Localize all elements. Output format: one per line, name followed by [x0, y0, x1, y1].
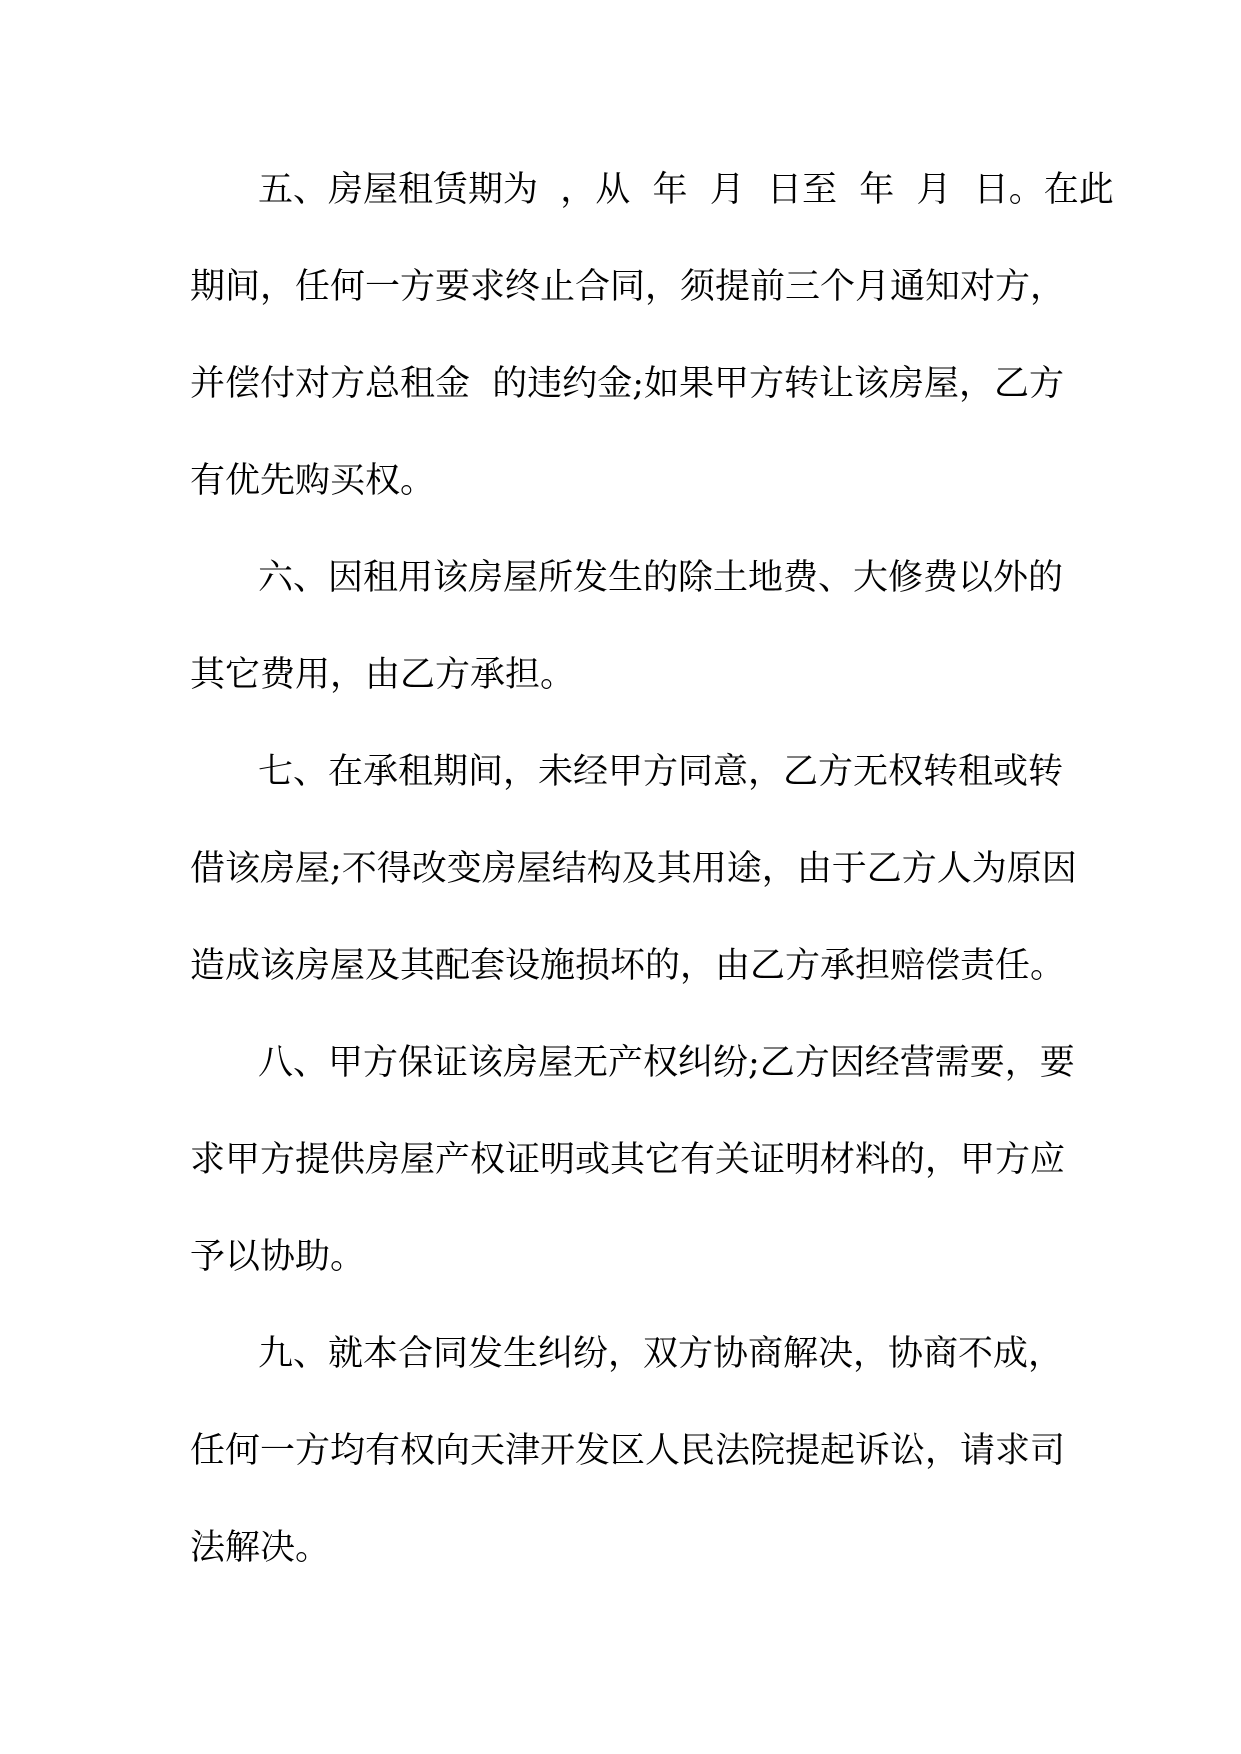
- paragraph-5-line-2: 期间，任何一方要求终止合同，须提前三个月通知对方，: [190, 267, 1066, 307]
- paragraph-8-line-3: 予以协助。: [190, 1237, 366, 1277]
- paragraph-9-line-3: 法解决。: [190, 1528, 331, 1568]
- paragraph-9-line-1: 九、就本合同发生纠纷，双方协商解决，协商不成，: [258, 1334, 1064, 1374]
- paragraph-5-line-4: 有优先购买权。: [190, 461, 436, 501]
- paragraph-7-line-2: 借该房屋;不得改变房屋结构及其用途，由于乙方人为原因: [190, 849, 1077, 889]
- document-body: [190, 168, 1114, 1623]
- paragraph-5-line-1: 五、房屋租赁期为 ，从 年 月 日至 年 月 日。在此: [258, 170, 1114, 210]
- paragraph-6-line-2: 其它费用，由乙方承担。: [190, 655, 576, 695]
- paragraph-7-line-1: 七、在承租期间，未经甲方同意，乙方无权转租或转: [258, 752, 1064, 792]
- paragraph-7-line-3: 造成该房屋及其配套设施损坏的，由乙方承担赔偿责任。: [190, 946, 1066, 986]
- paragraph-8-line-1: 八、甲方保证该房屋无产权纠纷;乙方因经营需要，要: [258, 1043, 1075, 1083]
- paragraph-9-line-2: 任何一方均有权向天津开发区人民法院提起诉讼，请求司: [190, 1431, 1066, 1471]
- paragraph-8-line-2: 求甲方提供房屋产权证明或其它有关证明材料的，甲方应: [190, 1140, 1066, 1180]
- paragraph-6-line-1: 六、因租用该房屋所发生的除土地费、大修费以外的: [258, 558, 1064, 598]
- paragraph-5-line-3: 并偿付对方总租金 的违约金;如果甲方转让该房屋，乙方: [190, 364, 1065, 404]
